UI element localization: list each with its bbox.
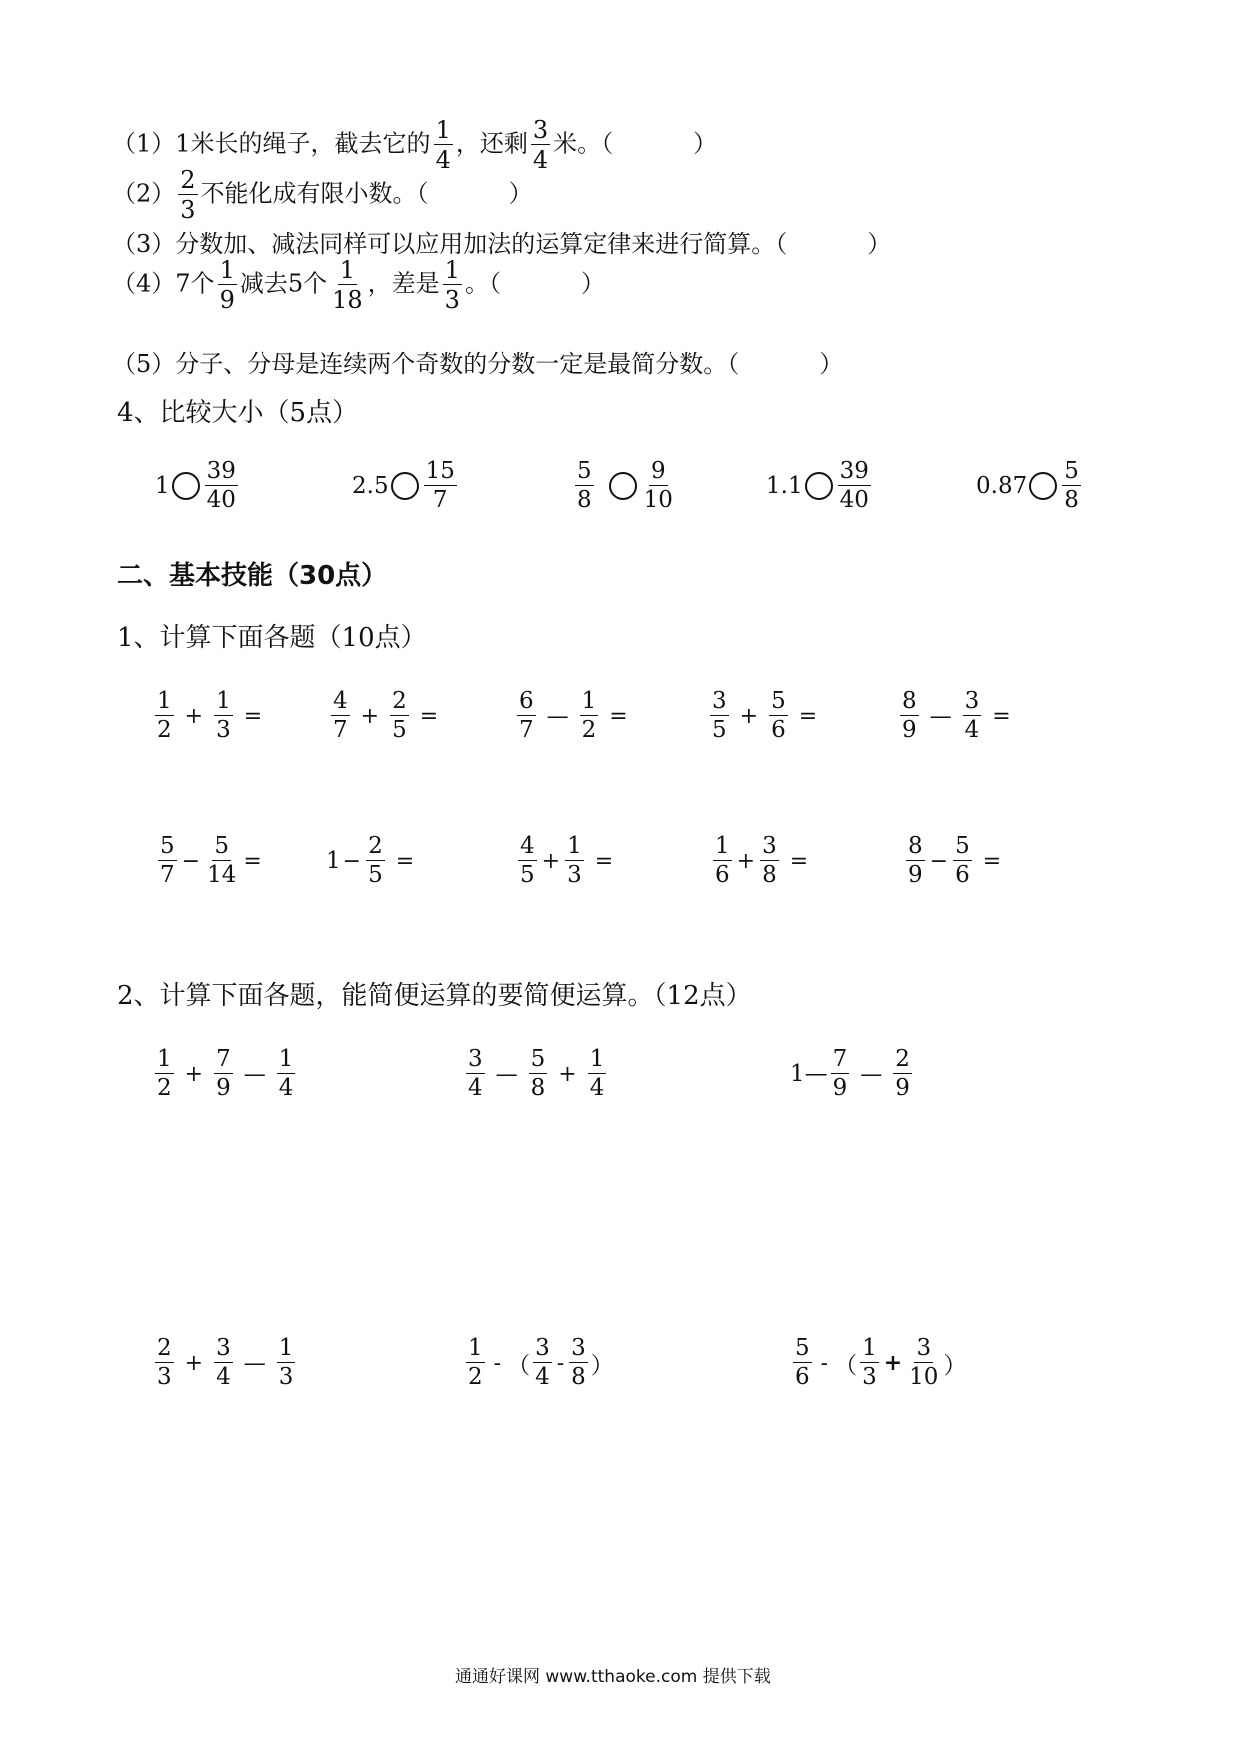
- compare-item-1: 1 $\frac{39}{40}$: [155, 458, 236, 513]
- calc2-expr-1: [152, 1048, 298, 1100]
- calc2-expr-4: [152, 1337, 298, 1389]
- numerator: 2: [368, 833, 383, 859]
- numerator: 9: [650, 458, 666, 484]
- fraction: [713, 835, 732, 887]
- equals: =: [419, 703, 439, 729]
- denominator: 7: [519, 717, 534, 743]
- numerator: 7: [832, 1046, 848, 1072]
- q-label: （3）: [112, 230, 176, 258]
- numerator: 1: [715, 833, 730, 859]
- whole-number: 1—: [790, 1061, 828, 1087]
- fraction: [769, 690, 788, 742]
- fraction: [531, 118, 550, 172]
- numerator: 1: [581, 688, 597, 714]
- denominator: 3: [180, 196, 196, 224]
- numerator: 1: [862, 1335, 877, 1361]
- equals: =: [982, 848, 1002, 874]
- numerator: 3: [762, 833, 777, 859]
- operator: +: [184, 1061, 204, 1087]
- calc1-expr: [514, 690, 636, 742]
- numerator: 2: [180, 166, 196, 194]
- operator: +: [184, 703, 204, 729]
- fraction: [710, 690, 729, 742]
- fraction: [366, 835, 385, 887]
- judge-q4: [112, 258, 605, 312]
- calc2-title: 2、计算下面各题，能简便运算的要简便运算。（12点）: [117, 981, 752, 1011]
- numerator: 5: [214, 833, 230, 859]
- denominator: 18: [332, 286, 363, 314]
- calc1-expr: [326, 835, 422, 887]
- fraction: [158, 835, 177, 887]
- fraction: [424, 460, 457, 512]
- fraction: [533, 1337, 552, 1389]
- numerator: 1: [216, 688, 231, 714]
- calc1-expr: [897, 690, 1019, 742]
- fraction: [1062, 460, 1081, 512]
- calc1-expr: [152, 690, 270, 742]
- equals: =: [798, 703, 818, 729]
- denominator: 5: [392, 717, 407, 743]
- paren-close: ）: [590, 1352, 614, 1379]
- equals: =: [243, 848, 262, 874]
- denominator: 4: [468, 1075, 483, 1101]
- denominator: 5: [368, 862, 383, 888]
- fraction: [466, 1048, 485, 1100]
- fraction: [214, 1048, 233, 1100]
- equals: =: [243, 703, 263, 729]
- compare-item-5: 0.87 $\frac{5}{8}$: [976, 458, 1079, 513]
- section-2-title: 二、基本技能（30点）: [117, 561, 388, 591]
- fraction: [330, 258, 365, 312]
- fraction: [900, 690, 919, 742]
- numerator: 1: [157, 1046, 172, 1072]
- fraction: [214, 1337, 233, 1389]
- calc1-expr: [515, 835, 621, 887]
- denominator: 3: [862, 1364, 877, 1390]
- fraction: [205, 460, 238, 512]
- denominator: 6: [955, 862, 970, 888]
- numerator: 3: [535, 1335, 550, 1361]
- q-text: ，差是: [367, 269, 440, 298]
- paren-open: （: [834, 1352, 858, 1379]
- fraction: [517, 690, 536, 742]
- equals: =: [395, 848, 415, 874]
- calc1-expr: [710, 835, 816, 887]
- q-label: （4）: [112, 269, 176, 298]
- numerator: 1: [435, 116, 451, 144]
- fraction: [390, 690, 409, 742]
- denominator: 6: [715, 862, 730, 888]
- calc1-expr: [155, 835, 264, 887]
- whole-number: 1: [326, 848, 341, 874]
- fraction: [906, 835, 925, 887]
- denominator: 2: [157, 1075, 172, 1101]
- fraction: [434, 118, 453, 172]
- numerator: 3: [571, 1335, 586, 1361]
- numerator: 1: [567, 833, 582, 859]
- calc1-expr: [328, 690, 446, 742]
- judge-q1: [112, 118, 717, 172]
- numerator: 1: [278, 1335, 294, 1361]
- compare-item-3: [572, 460, 678, 512]
- operator: —: [929, 703, 952, 729]
- fraction: [466, 1337, 485, 1389]
- denominator: 4: [278, 1075, 294, 1101]
- fraction: [580, 690, 599, 742]
- denominator: 3: [278, 1364, 294, 1390]
- q-text: ，还剩: [455, 129, 528, 158]
- numerator: 5: [577, 458, 592, 484]
- calc2-expr-5: [463, 1337, 614, 1389]
- paren-close: ）: [693, 129, 718, 158]
- operator: —: [243, 1350, 266, 1376]
- denominator: 10: [909, 1364, 939, 1390]
- fraction: [793, 1337, 812, 1389]
- operator: +: [541, 848, 561, 874]
- operator: -: [820, 1350, 829, 1376]
- numerator: 4: [520, 833, 535, 859]
- denominator: 4: [964, 717, 980, 743]
- fraction: [907, 1337, 940, 1389]
- fraction: [178, 168, 197, 222]
- fraction: [443, 258, 462, 312]
- fraction: [155, 1337, 174, 1389]
- fraction: [214, 690, 233, 742]
- compare-item-2: 2.5 $\frac{15}{7}$: [352, 458, 455, 513]
- denominator: 4: [589, 1075, 605, 1101]
- fraction: [831, 1048, 850, 1100]
- numerator: 6: [519, 688, 534, 714]
- equals: =: [789, 848, 809, 874]
- paren-open: （: [507, 1352, 531, 1379]
- numerator: 5: [160, 833, 175, 859]
- denominator: 8: [571, 1364, 586, 1390]
- denominator: 9: [908, 862, 923, 888]
- numerator: 8: [902, 688, 917, 714]
- calc1-expr: [903, 835, 1009, 887]
- operator: —: [860, 1061, 883, 1087]
- q-label: （1）: [112, 129, 176, 158]
- denominator: 3: [157, 1364, 172, 1390]
- numerator: 1: [157, 688, 172, 714]
- fraction: [860, 1337, 879, 1389]
- fraction: [575, 460, 594, 512]
- numerator: 3: [712, 688, 727, 714]
- fraction: [155, 1048, 174, 1100]
- operator: +: [558, 1061, 577, 1087]
- q-text: 。（: [464, 269, 501, 298]
- paren-close: ）: [819, 350, 844, 378]
- paren-close: ）: [580, 269, 605, 298]
- numerator: 1: [444, 256, 460, 284]
- paren-close: ）: [508, 179, 533, 208]
- equals: =: [609, 703, 628, 729]
- denominator: 7: [432, 487, 448, 513]
- numerator: 1: [339, 256, 356, 284]
- operator: —: [495, 1061, 518, 1087]
- numerator: 15: [425, 458, 455, 484]
- fraction: [518, 835, 537, 887]
- numerator: 4: [333, 688, 348, 714]
- numerator: 5: [1064, 458, 1079, 484]
- denominator: 5: [520, 862, 535, 888]
- denominator: 2: [581, 717, 597, 743]
- denominator: 10: [643, 487, 673, 513]
- denominator: 3: [444, 286, 460, 314]
- denominator: 8: [762, 862, 777, 888]
- equals: =: [594, 848, 614, 874]
- numerator: 3: [468, 1046, 483, 1072]
- operator: —: [546, 703, 569, 729]
- denominator: 3: [216, 717, 231, 743]
- numerator: 39: [206, 458, 236, 484]
- q-text: 分子、分母是连续两个奇数的分数一定是最简分数。（: [175, 350, 740, 378]
- numerator: 1: [278, 1046, 294, 1072]
- denominator: 9: [219, 286, 235, 314]
- operator: −: [342, 848, 362, 874]
- numerator: 5: [955, 833, 970, 859]
- numerator: 5: [771, 688, 786, 714]
- calc2-expr-6: [790, 1337, 966, 1389]
- q-text: 7个: [175, 269, 215, 298]
- numerator: 7: [216, 1046, 231, 1072]
- denominator: 9: [216, 1075, 231, 1101]
- operator: +: [184, 1350, 204, 1376]
- q-label: （5）: [112, 350, 176, 378]
- fraction: [155, 690, 174, 742]
- numerator: 39: [839, 458, 869, 484]
- fraction: [565, 835, 584, 887]
- fraction: [529, 1048, 548, 1100]
- denominator: 9: [832, 1075, 848, 1101]
- paren-close: ）: [943, 1352, 967, 1379]
- numerator: 3: [916, 1335, 932, 1361]
- fraction: [331, 690, 350, 742]
- compare-circle[interactable]: [609, 472, 637, 500]
- q-text: 1米长的绳子，截去它的: [175, 129, 431, 158]
- operator: -: [493, 1350, 502, 1376]
- operator: −: [181, 848, 201, 874]
- denominator: 2: [468, 1364, 483, 1390]
- fraction: [760, 835, 779, 887]
- judge-q5: [112, 344, 843, 379]
- denominator: 4: [216, 1364, 231, 1390]
- fraction: [218, 258, 237, 312]
- fraction: [953, 835, 972, 887]
- numerator: 1: [468, 1335, 483, 1361]
- compare-circle[interactable]: [1029, 472, 1057, 500]
- denominator: 5: [712, 717, 727, 743]
- denominator: 40: [206, 487, 236, 513]
- compare-circle[interactable]: [391, 472, 419, 500]
- denominator: 9: [902, 717, 917, 743]
- numerator: 5: [795, 1335, 810, 1361]
- operator: —: [243, 1061, 266, 1087]
- denominator: 4: [532, 146, 549, 174]
- q-text: 不能化成有限小数。（: [200, 179, 429, 208]
- numerator: 3: [216, 1335, 231, 1361]
- operator: +: [739, 703, 759, 729]
- calc2-expr-2: [463, 1048, 609, 1100]
- numerator: 2: [392, 688, 407, 714]
- denominator: 4: [535, 1364, 550, 1390]
- denominator: 14: [207, 862, 237, 888]
- operator: −: [929, 848, 949, 874]
- operator: -: [556, 1350, 565, 1376]
- calc2-expr-3: [790, 1048, 915, 1100]
- denominator: 9: [895, 1075, 910, 1101]
- calc1-expr: [707, 690, 825, 742]
- calc1-title: 1、计算下面各题（10点）: [117, 623, 427, 653]
- fraction: [963, 690, 982, 742]
- fraction: [893, 1048, 912, 1100]
- q-text: 减去5个: [239, 269, 328, 298]
- numerator: 3: [532, 116, 549, 144]
- denominator: 6: [771, 717, 786, 743]
- footer-credit: 通通好课网 www.tthaoke.com 提供下载: [455, 1667, 771, 1687]
- compare-circle[interactable]: [172, 472, 200, 500]
- fraction: [277, 1048, 296, 1100]
- q-text: 米。（: [553, 129, 614, 158]
- operator: +: [360, 703, 380, 729]
- denominator: 6: [795, 1364, 810, 1390]
- denominator: 7: [160, 862, 175, 888]
- operator: +: [736, 848, 756, 874]
- fraction: [205, 835, 238, 887]
- numerator: 2: [895, 1046, 910, 1072]
- numerator: 3: [964, 688, 980, 714]
- numerator: 8: [908, 833, 923, 859]
- paren-close: ）: [867, 230, 892, 258]
- judge-q3: [112, 224, 891, 259]
- equals: =: [992, 703, 1011, 729]
- denominator: 40: [839, 487, 869, 513]
- denominator: 7: [333, 717, 348, 743]
- denominator: 8: [1064, 487, 1079, 513]
- fraction: [642, 460, 675, 512]
- q-text: 分数加、减法同样可以应用加法的运算定律来进行简算。（: [175, 230, 788, 258]
- fraction: [569, 1337, 588, 1389]
- compare-item-4: 1.1 $\frac{39}{40}$: [766, 458, 869, 513]
- denominator: 2: [157, 717, 172, 743]
- compare-title: 4、比较大小（5点）: [117, 398, 359, 428]
- judge-q2: [112, 168, 533, 222]
- q-label: （2）: [112, 179, 176, 208]
- denominator: 3: [567, 862, 582, 888]
- fraction: [277, 1337, 296, 1389]
- numerator: 2: [157, 1335, 172, 1361]
- numerator: 5: [530, 1046, 546, 1072]
- fraction: [838, 460, 871, 512]
- denominator: 8: [530, 1075, 546, 1101]
- numerator: 1: [589, 1046, 605, 1072]
- compare-circle[interactable]: [805, 472, 833, 500]
- numerator: 1: [219, 256, 235, 284]
- fraction: [588, 1048, 607, 1100]
- operator: +: [883, 1350, 903, 1376]
- denominator: 4: [435, 146, 451, 174]
- denominator: 8: [577, 487, 592, 513]
